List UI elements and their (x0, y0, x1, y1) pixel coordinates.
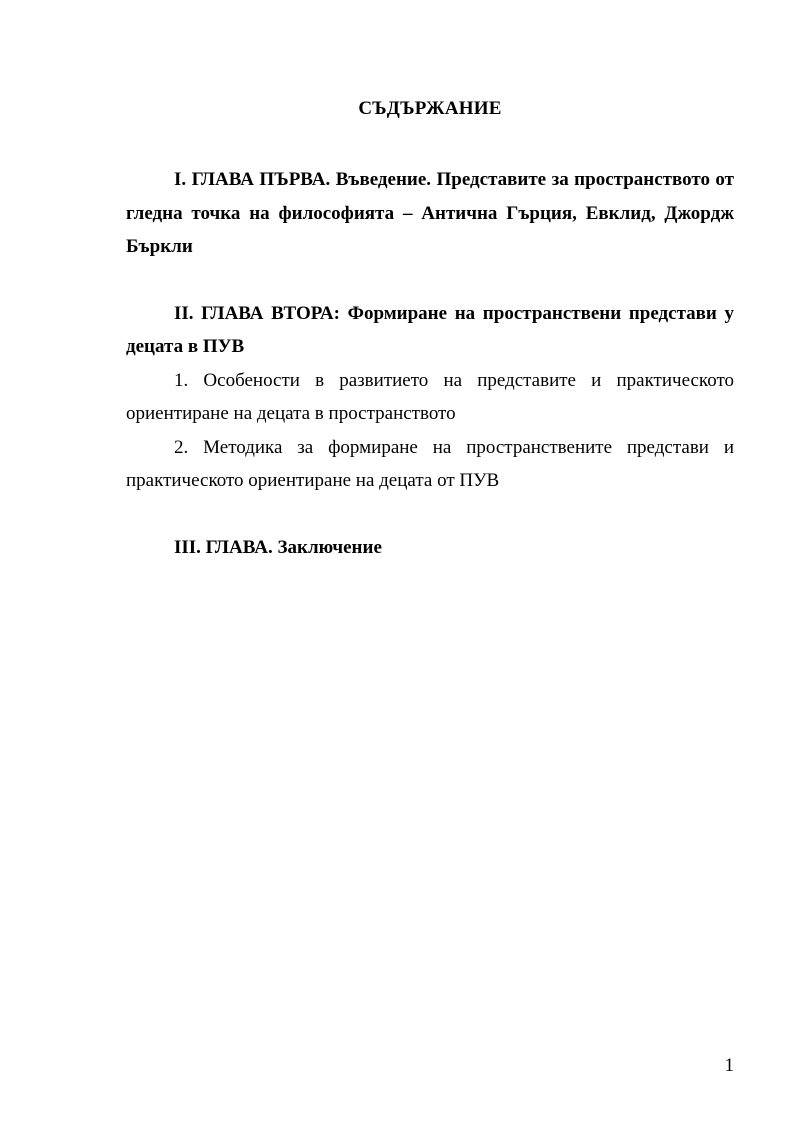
toc-section-1 (126, 163, 734, 264)
toc-section-2-item-1: 1. Особености в развитието на представите и практическото ориентиране на децата в пространството (126, 369, 734, 424)
toc-section-3 (126, 531, 734, 565)
toc-section-2-heading: II. ГЛАВА ВТОРА: Формиране на пространствени представи у децата в ПУВ (126, 302, 734, 357)
page-title: СЪДЪРЖАНИЕ (358, 98, 502, 119)
toc-section-2 (126, 297, 734, 498)
toc-section-3-heading: III. ГЛАВА. Заключение (174, 536, 382, 558)
toc-section-1-heading: I. ГЛАВА ПЪРВА. Въведение. Представите за пространството от гледна точка на философията – Антична Гърция, Евклид, Джордж Бъркли (126, 169, 734, 257)
toc-section-2-item-2: 2. Методика за формиране на пространствените представи и практическото ориентиране на децата от ПУВ (126, 436, 734, 491)
table-of-contents (126, 163, 734, 597)
page-number: 1 (724, 1055, 734, 1076)
